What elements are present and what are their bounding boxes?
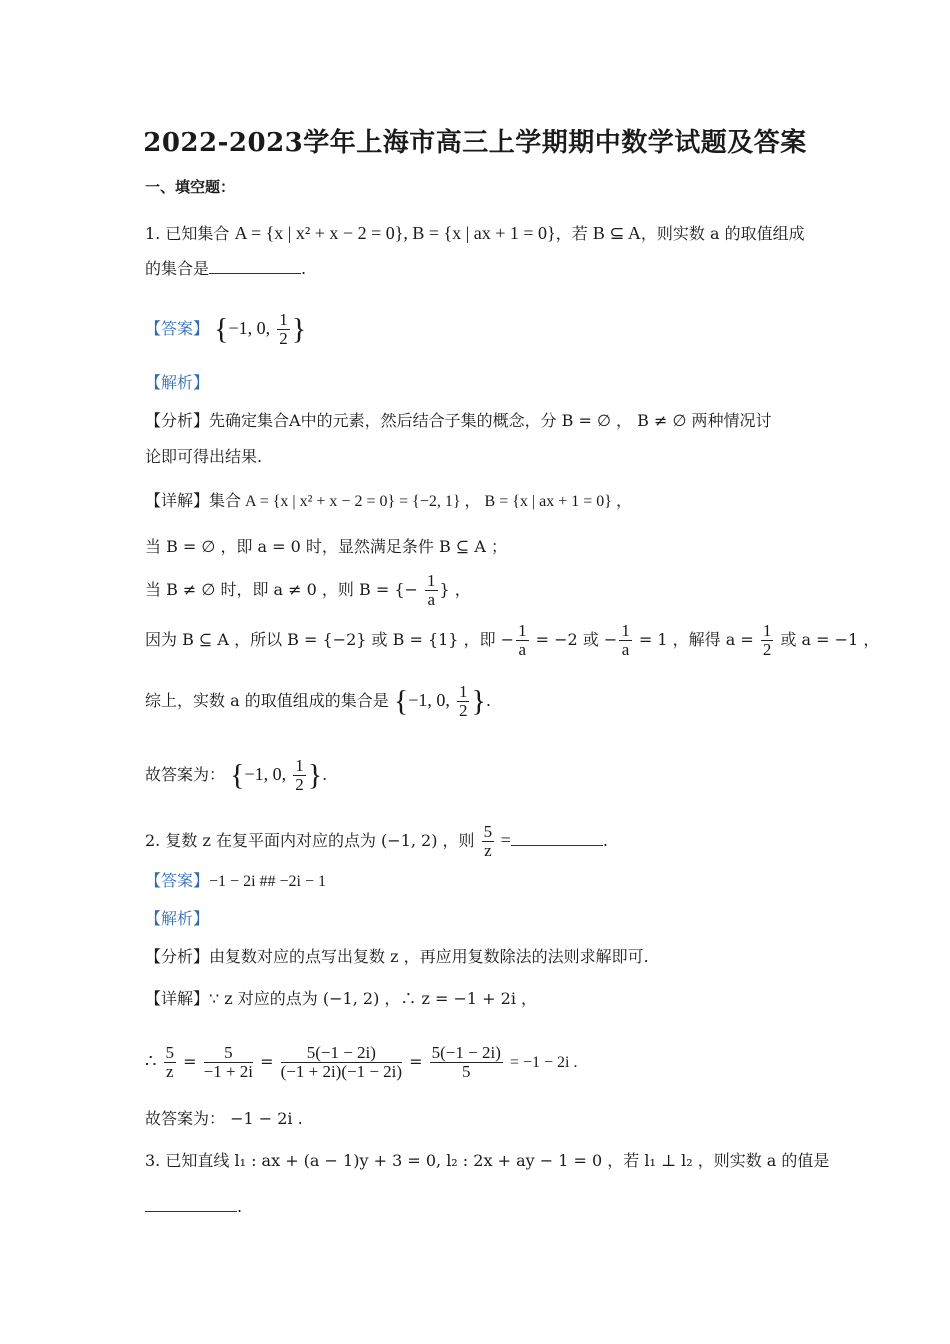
question-2: 2. 复数 z 在复平面内对应的点为 (−1, 2) ，则 $\frac{5}{z}$ = . xyxy=(145,822,608,860)
set-definition: A = {x | x² + x − 2 = 0}, B = {x | ax + 1 = 0} xyxy=(234,223,556,243)
since-line: 因为 B ⊆ A ，所以 B = {−2} 或 B = {1} ，即 − $\frac{1}{a}$ = −2 或 − $\frac{1}{a}$ = 1 ，解得 a = $\frac{1}{2}$ 或 a = −1 ， xyxy=(145,621,880,659)
question-1-line-2: 的集合是 . xyxy=(145,259,307,278)
fenxi-2: 【分析】由复数对应的点写出复数 z ，再应用复数除法的法则求解即可. xyxy=(145,947,649,966)
final-answer-1: 故答案为： {−1, 0, $\frac{1}{2}$ }. xyxy=(145,756,328,794)
question-3-blank: . xyxy=(145,1196,810,1218)
case-empty: 当 B = ∅ ，即 a = 0 时，显然满足条件 B ⊆ A ； xyxy=(145,537,507,556)
case-nonempty: 当 B ≠ ∅ 时，即 a ≠ 0 ，则 B = {− $\frac{1}{a}$ } ， xyxy=(145,571,471,609)
xiangjie-1: 【详解】集合 A = {x | x² + x − 2 = 0} = {−2, 1} ， B = {x | ax + 1 = 0} ， xyxy=(145,491,632,510)
xiangjie-2: 【详解】∵ z 对应的点为 (−1, 2) ，∴ z = −1 + 2i ， xyxy=(145,989,538,1008)
question-number: 2. xyxy=(145,831,161,850)
answer-blank xyxy=(511,831,603,846)
fraction-half: $\frac{1}{2}$ xyxy=(279,310,288,348)
analysis-tag: 【解析】 xyxy=(145,373,210,392)
subset-condition: B ⊆ A xyxy=(592,223,641,243)
fenxi-1: 【分析】先确定集合A中的元素，然后结合子集的概念，分 B = ∅ ， B ≠ ∅ 两种情况讨 xyxy=(145,411,772,430)
answer-2: 【答案】−1 − 2i ## −2i − 1 xyxy=(145,871,326,890)
division-calculation: ∴ $\frac{5}{z}$ = $\frac{5}{-1 + 2i}$ = $\frac{5(-1 - 2i)}{(-1 + 2i)(-1 - 2i)}$ = $\frac{5(-1 - 2i)}{5}$ = −1 − 2i . xyxy=(145,1043,578,1081)
final-answer-2: 故答案为： −1 − 2i . xyxy=(145,1109,303,1128)
page-title: 2022-2023学年上海市高三上学期期中数学试题及答案 xyxy=(143,128,807,158)
section-heading: 一、填空题： xyxy=(145,178,236,196)
answer-1: 【答案】 {−1, 0, $\frac{1}{2}$ } xyxy=(145,310,307,348)
answer-tag: 【答案】 xyxy=(145,319,210,338)
question-3: 3. 已知直线 l₁ : ax + (a − 1)y + 3 = 0, l₂ : 2x + ay − 1 = 0 ，若 l₁ ⊥ l₂ ，则实数 a 的值是 xyxy=(145,1151,830,1170)
question-number: 1. xyxy=(145,224,161,243)
question-number: 3. xyxy=(145,1151,161,1170)
answer-blank xyxy=(209,259,301,274)
question-1-line-1: 1. 已知集合 A = {x | x² + x − 2 = 0}, B = {x | ax + 1 = 0}，若 B ⊆ A，则实数 a 的取值组成 xyxy=(145,223,805,243)
analysis-tag: 【解析】 xyxy=(145,909,210,928)
answer-blank xyxy=(145,1197,237,1212)
summary-line: 综上，实数 a 的取值组成的集合是 {−1, 0, $\frac{1}{2}$ }. xyxy=(145,682,491,720)
fenxi-1b: 论即可得出结果. xyxy=(145,447,263,466)
